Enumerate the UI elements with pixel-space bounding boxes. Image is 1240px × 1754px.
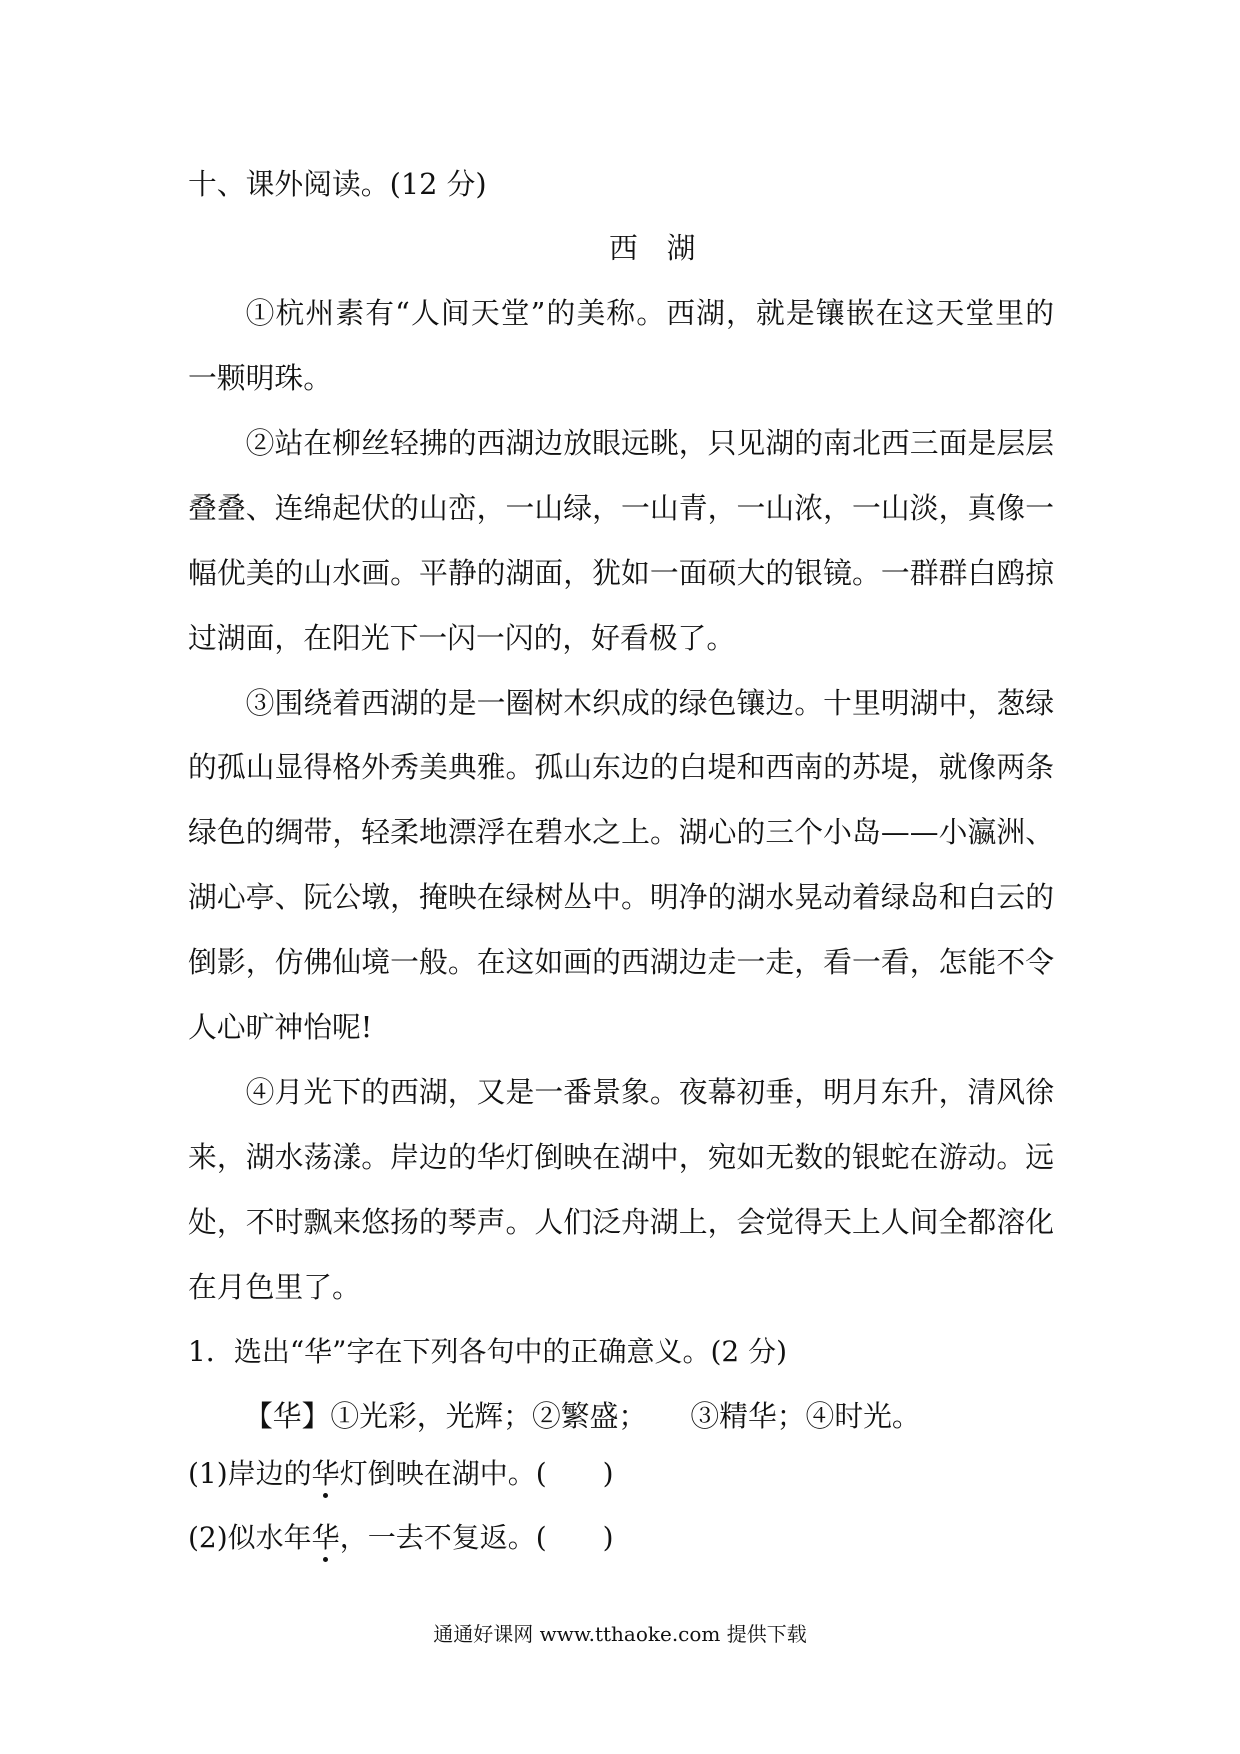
- section-heading: 十、课外阅读。(12 分): [188, 167, 487, 201]
- paragraph-2-line-1: ②站在柳丝轻拂的西湖边放眼远眺，只见湖的南北西三面是层层: [245, 426, 1054, 460]
- paragraph-3-line-3: 绿色的绸带，轻柔地漂浮在碧水之上。湖心的三个小岛——小瀛洲、: [188, 815, 1054, 849]
- item-1-text-after: 灯倒映在湖中。( ): [339, 1457, 614, 1490]
- page-footer: 通通好课网 www.tthaoke.com 提供下载: [433, 1622, 807, 1646]
- paragraph-2-line-4: 过湖面，在阳光下一闪一闪的，好看极了。: [188, 621, 736, 655]
- paragraph-4-line-2: 来，湖水荡漾。岸边的华灯倒映在湖中，宛如无数的银蛇在游动。远: [188, 1140, 1054, 1174]
- article-title: 西 湖: [609, 231, 696, 265]
- paragraph-3-line-1: ③围绕着西湖的是一圈树木织成的绿色镶边。十里明湖中，葱绿: [245, 686, 1054, 720]
- question-1-item-2: [188, 1518, 1054, 1558]
- item-1-text-before: (1)岸边的: [188, 1457, 312, 1490]
- question-1-prompt: 1．选出“华”字在下列各句中的正确意义。(2 分): [188, 1335, 788, 1368]
- paragraph-3-line-6: 人心旷神怡呢!: [188, 1010, 373, 1044]
- item-2-text-before: (2)似水年: [188, 1521, 312, 1554]
- paragraph-3-line-5: 倒影，仿佛仙境一般。在这如画的西湖边走一走，看一看，怎能不令: [188, 945, 1054, 979]
- paragraph-1-line-2: 一颗明珠。: [188, 361, 332, 395]
- item-1-emphasized-char: 华: [312, 1454, 340, 1494]
- question-1-item-1: [188, 1454, 1054, 1494]
- paragraph-1-line-1: ①杭州素有“人间天堂”的美称。西湖，就是镶嵌在这天堂里的: [245, 296, 1054, 330]
- item-2-emphasized-char: 华: [312, 1518, 340, 1558]
- paragraph-2-line-2: 叠叠、连绵起伏的山峦，一山绿，一山青，一山浓，一山淡，真像一: [188, 491, 1054, 525]
- paragraph-4-line-3: 处，不时飘来悠扬的琴声。人们泛舟湖上，会觉得天上人间全都溶化: [188, 1205, 1054, 1239]
- question-1-definitions: 【华】①光彩，光辉；②繁盛； ③精华；④时光。: [244, 1399, 921, 1433]
- paragraph-2-line-3: 幅优美的山水画。平静的湖面，犹如一面硕大的银镜。一群群白鸥掠: [188, 556, 1054, 590]
- paragraph-3-line-2: 的孤山显得格外秀美典雅。孤山东边的白堤和西南的苏堤，就像两条: [188, 750, 1054, 784]
- item-2-text-after: ，一去不复返。( ): [339, 1521, 614, 1554]
- paragraph-4-line-1: ④月光下的西湖，又是一番景象。夜幕初垂，明月东升，清风徐: [245, 1075, 1054, 1109]
- paragraph-3-line-4: 湖心亭、阮公墩，掩映在绿树丛中。明净的湖水晃动着绿岛和白云的: [188, 880, 1054, 914]
- paragraph-4-line-4: 在月色里了。: [188, 1270, 361, 1304]
